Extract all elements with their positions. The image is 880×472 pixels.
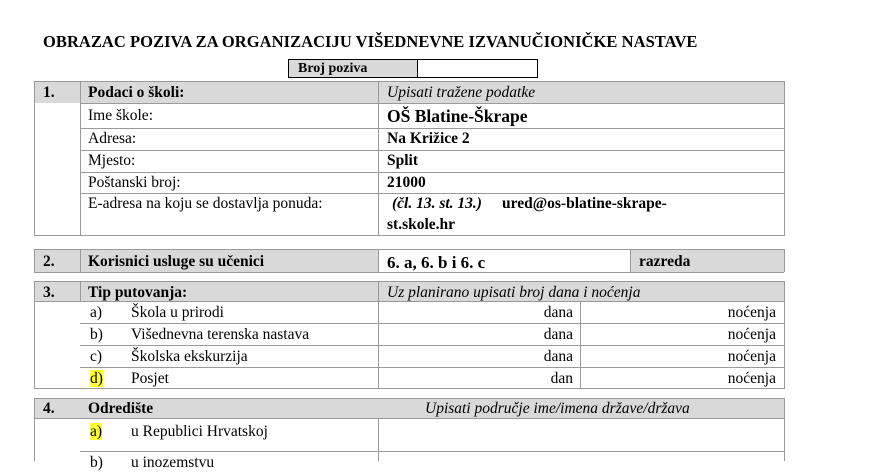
section3-hint: Uz planirano upisati broj dana i noćenja — [387, 284, 641, 301]
section4-item-b-letter: b) — [90, 454, 103, 471]
section3-item-c-letter: c) — [90, 348, 103, 365]
section3-item-b-nights[interactable]: noćenja — [727, 326, 776, 343]
section3-item-a-letter: a) — [90, 304, 103, 321]
broj-poziva-label: Broj poziva — [298, 61, 368, 76]
section4-number: 4. — [43, 400, 55, 417]
section3-item-b-days[interactable]: dana — [543, 326, 573, 343]
postanski-broj-label: Poštanski broj: — [88, 174, 181, 191]
email-value-line2[interactable]: st.skole.hr — [387, 216, 456, 233]
email-note: (čl. 13. st. 13.) — [392, 195, 482, 212]
broj-poziva-input[interactable] — [417, 59, 538, 78]
section3-item-d-label: Posjet — [131, 370, 169, 387]
mjesto-label: Mjesto: — [88, 152, 136, 169]
ime-skole-value[interactable]: OŠ Blatine-Škrape — [387, 106, 528, 126]
section3-item-c-label: Školska ekskurzija — [131, 348, 248, 365]
section3-item-d-days[interactable]: dan — [550, 370, 573, 387]
section4-item-a-letter — [90, 423, 102, 441]
section2-value[interactable]: 6. a, 6. b i 6. c — [387, 253, 486, 272]
adresa-value[interactable]: Na Križice 2 — [387, 130, 470, 147]
ime-skole-label: Ime škole: — [88, 107, 153, 124]
email-value-line1[interactable]: ured@os-blatine-skrape- — [502, 195, 667, 212]
email-label: E-adresa na koju se dostavlja ponuda: — [88, 195, 323, 212]
form-title: OBRAZAC POZIVA ZA ORGANIZACIJU VIŠEDNEVNE IZVANUČIONIČKE NASTAVE — [43, 32, 698, 51]
section2-heading: Korisnici usluge su učenici — [88, 253, 265, 270]
section3-number: 3. — [43, 284, 55, 301]
section3-item-a-nights[interactable]: noćenja — [727, 304, 776, 321]
section3-item-c-days[interactable]: dana — [543, 348, 573, 365]
section3-item-b-letter: b) — [90, 326, 103, 343]
section1-heading: Podaci o školi: — [88, 84, 185, 101]
section4-heading: Odredište — [88, 400, 154, 417]
section3-item-d-nights[interactable]: noćenja — [727, 370, 776, 387]
section3-item-a-label: Škola u prirodi — [131, 304, 224, 321]
section3-item-b-label: Višednevna terenska nastava — [131, 326, 310, 343]
section1-hint: Upisati tražene podatke — [387, 84, 536, 101]
section1-number: 1. — [43, 84, 55, 101]
section3-item-d-letter — [90, 370, 103, 388]
postanski-broj-value[interactable]: 21000 — [387, 174, 426, 191]
section2-number: 2. — [43, 253, 55, 270]
section4-item-b-label: u inozemstvu — [131, 454, 215, 471]
section4-item-a-label: u Republici Hrvatskoj — [131, 423, 268, 440]
section3-item-c-nights[interactable]: noćenja — [727, 348, 776, 365]
adresa-label: Adresa: — [88, 130, 137, 147]
section4-item-a-input[interactable] — [378, 418, 784, 451]
section3-item-d-letter-highlight: d) — [90, 370, 103, 387]
section2-suffix: razreda — [639, 253, 691, 270]
section4-item-a-letter-highlight: a) — [90, 423, 103, 440]
section4-hint: Upisati područje ime/imena države/država — [425, 400, 690, 417]
section3-item-a-days[interactable]: dana — [543, 304, 573, 321]
section3-heading: Tip putovanja: — [88, 284, 188, 301]
mjesto-value[interactable]: Split — [387, 152, 419, 169]
